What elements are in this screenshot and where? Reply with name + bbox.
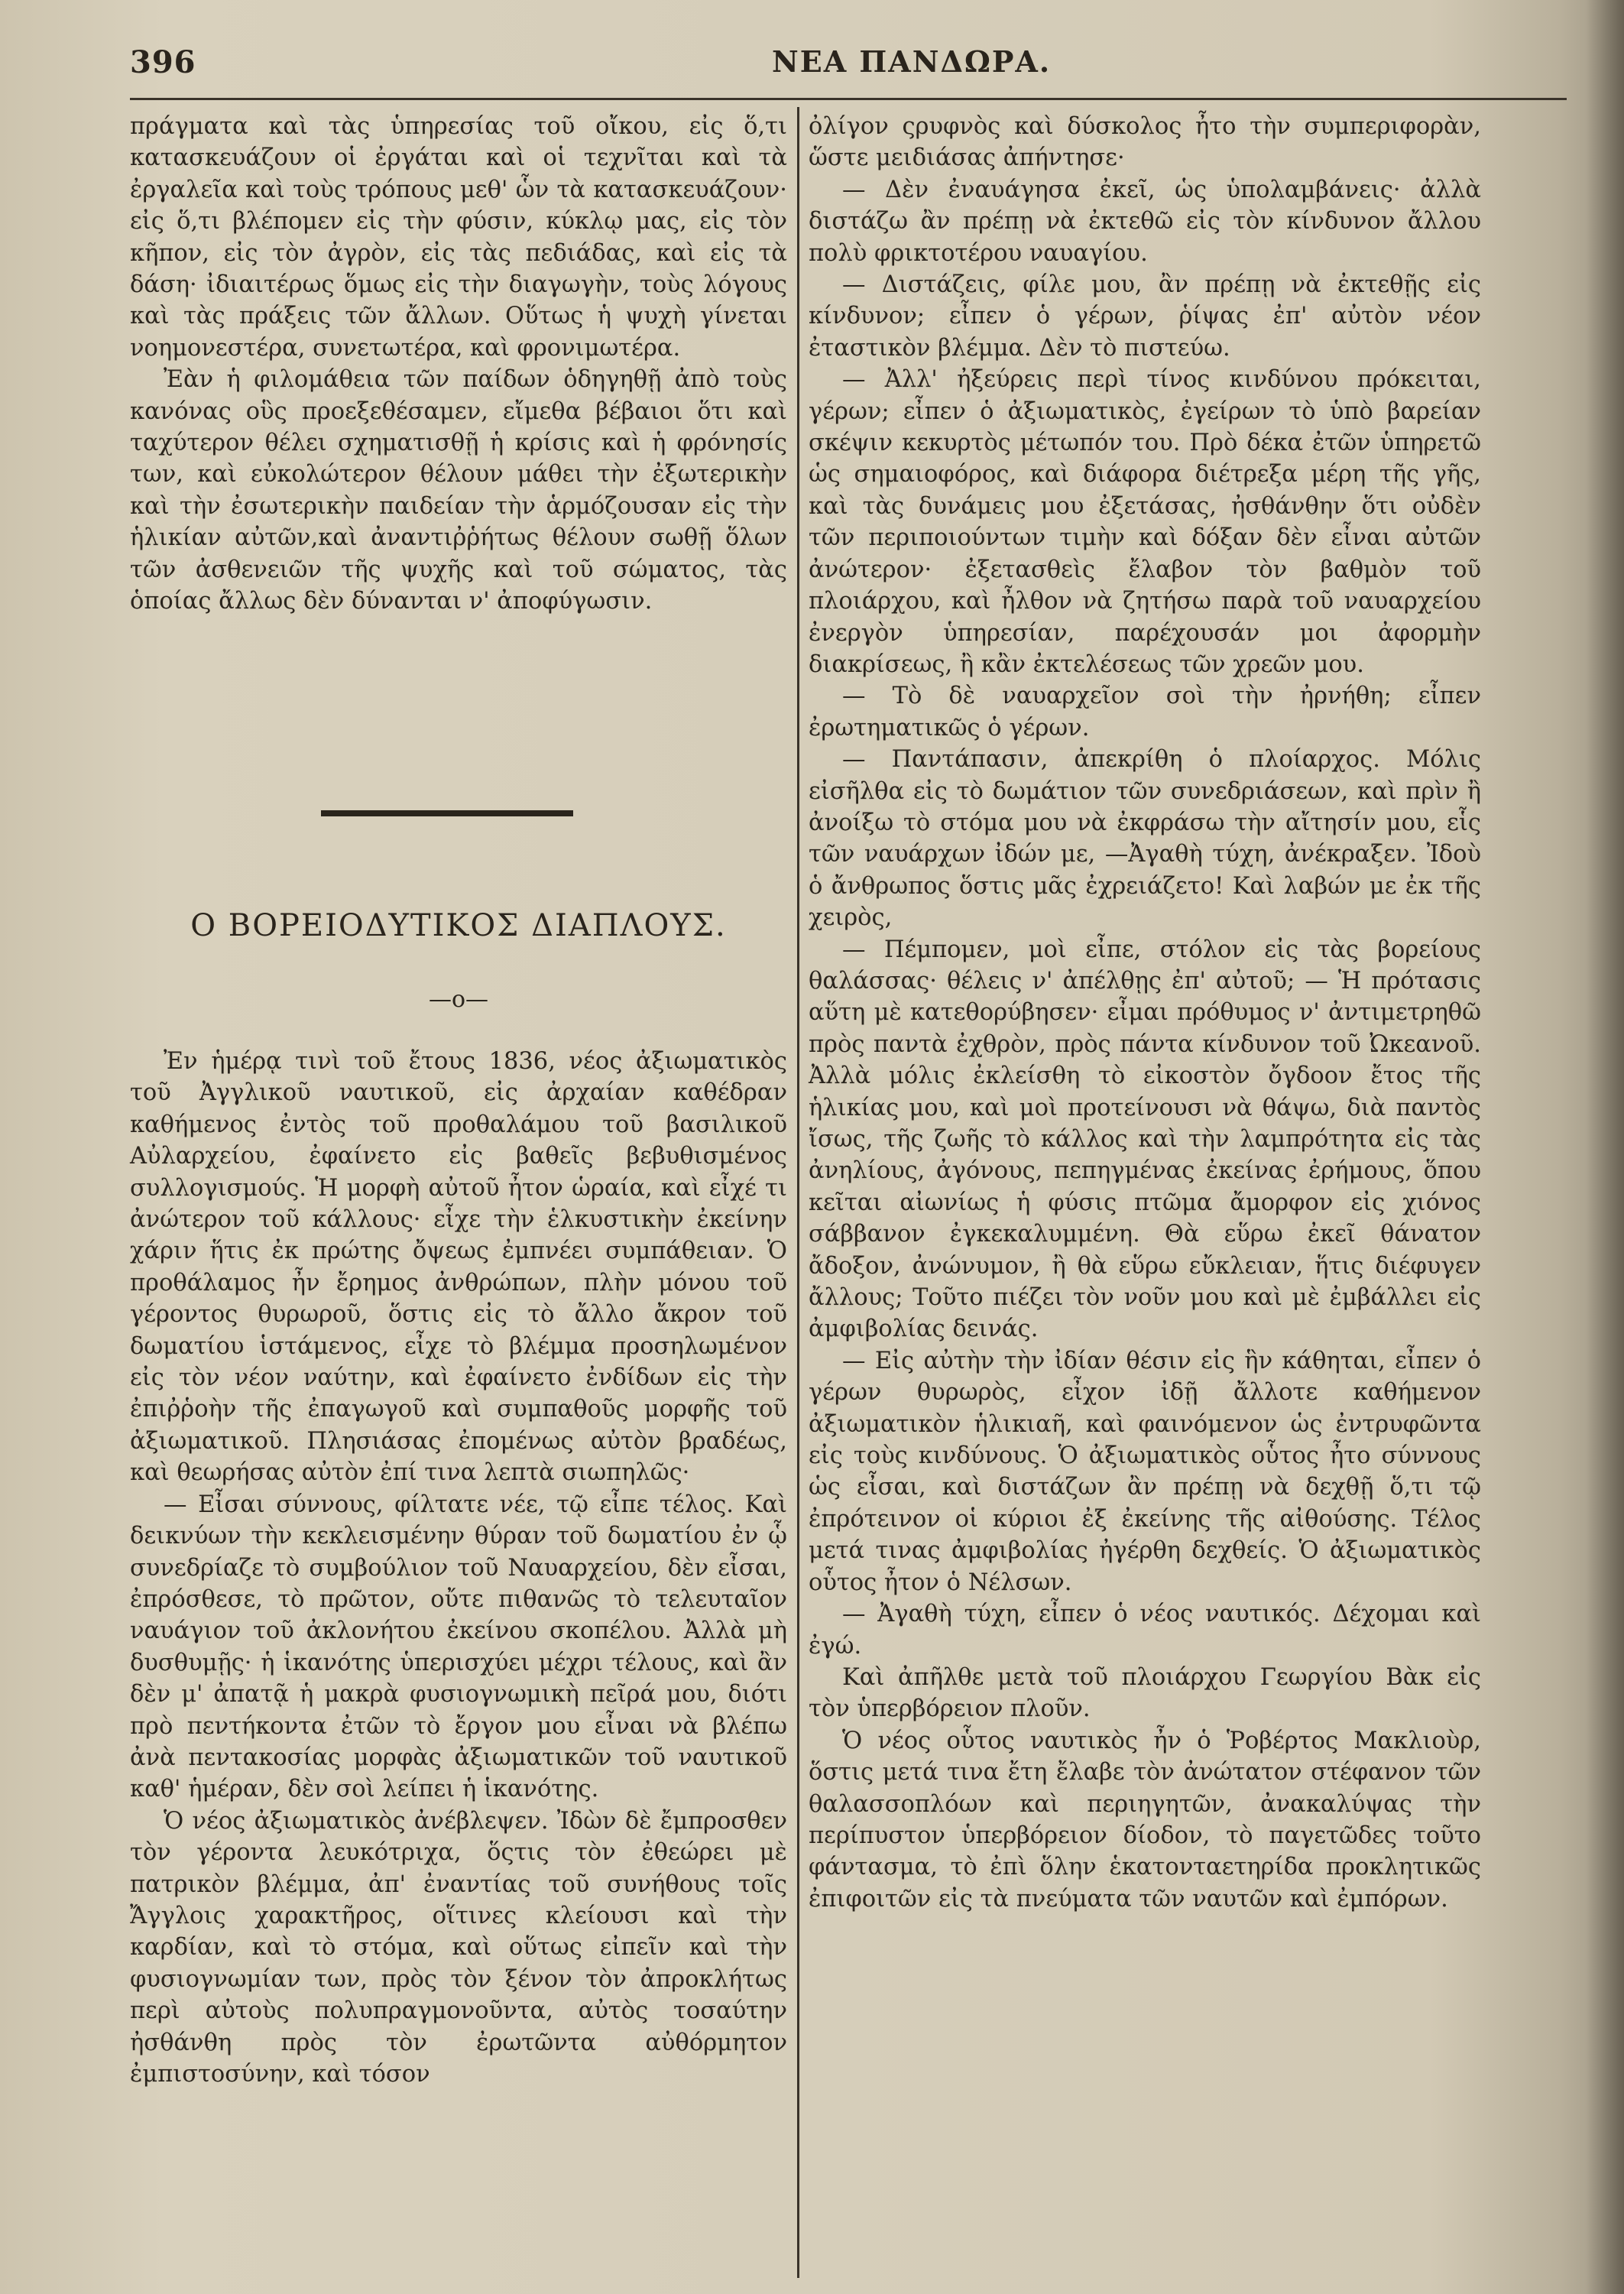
paragraph: — Ἀλλ' ἠξεύρεις περὶ τίνος κινδύνου πρόκειται, γέρων; εἶπεν ὁ ἀξιωματικὸς, ἐγείρων τὸ ὑπὸ βαρείαν σκέψιν κεκυρτὸς μέτωπόν του. Πρὸ δέκα ἐτῶν ὑπηρετῶ ὡς σημαιοφόρος, καὶ διάφορα διέτρεξα μέρη τῆς γῆς, καὶ τὰς δυνάμεις μου ἐξετάσας, ἠσθάνθην ὅτι οὐδὲν τῶν περιποιούντων τιμὴν καὶ δόξαν δὲν εἶναι αὐτῶν ἀνώτερον· ἐξετασθεὶς ἔλαβον τὸν βαθμὸν τοῦ πλοιάρχου, καὶ ἦλθον νὰ ζητήσω παρὰ τοῦ ναυαρχείου ἐνεργὸν ὑπηρεσίαν, παρέχουσάν μοι ἀφορμὴν διακρίσεως, ἢ κἂν ἐκτελέσεως τῶν χρεῶν μου. [809, 366, 1481, 678]
paragraph: πράγματα καὶ τὰς ὑπηρεσίας τοῦ οἴκου, εἰς ὅ,τι κατασκευάζουν οἱ ἐργάται καὶ οἱ τεχνῖται καὶ τὰ ἐργαλεῖα καὶ τοὺς τρόπους μεθ' ὧν τὰ κατασκευάζουν· εἰς ὅ,τι βλέπομεν εἰς τὴν φύσιν, κύκλῳ μας, εἰς τὸν κῆπον, εἰς τὸν ἀγρὸν, εἰς τὰς πεδιάδας, καὶ εἰς τὰ δάση· ἰδιαιτέρως ὅμως εἰς τὴν διαγωγὴν, τοὺς λόγους καὶ τὰς πράξεις τῶν ἄλλων. Οὕτως ἡ ψυχὴ γίνεται νοημονεστέρα, συνετωτέρα, καὶ φρονιμωτέρα. [130, 113, 787, 362]
paragraph: — Πέμπομεν, μοὶ εἶπε, στόλον εἰς τὰς βορείους θαλάσσας· θέλεις ν' ἀπέλθῃς ἐπ' αὐτοῦ; — Ἡ πρότασις αὕτη μὲ κατεθορύβησεν· εἶμαι πρόθυμος ν' ἀντιμετρηθῶ πρὸς παντὰ ἐχθρὸν, πρὸς πάντα κίνδυνον τοῦ Ὠκεανοῦ. Ἀλλὰ μόλις ἐκλείσθη τὸ εἰκοστὸν ὄγδοον ἔτος τῆς ἡλικίας μου, καὶ μοὶ προτείνουσι νὰ θάψω, διὰ παντὸς ἴσως, τῆς ζωῆς τὸ κάλλος καὶ τὴν λαμπρότητα εἰς τὰς ἀνηλίους, ἀγόνους, πεπηγμένας ἐκείνας ἐρήμους, ὅπου κεῖται αἰωνίως ἡ φύσις πτῶμα ἄμορφον εἰς χιόνος σάββανον ἐγκεκαλυμμένη. Θὰ εὕρω ἐκεῖ θάνατον ἄδοξον, ἀνώνυμον, ἢ θὰ εὕρω εὔκλειαν, ἥτις διέφυγεν ἄλλους; Τοῦτο πιέζει τὸν νοῦν μου καὶ μὲ ἐμβάλλει εἰς ἀμφιβολίας δεινάς. [809, 936, 1481, 1343]
paragraph: — Διστάζεις, φίλε μου, ἂν πρέπῃ νὰ ἐκτεθῇς εἰς κίνδυνον; εἶπεν ὁ γέρων, ῥίψας ἐπ' αὐτὸν νέον ἐταστικὸν βλέμμα. Δὲν τὸ πιστεύω. [809, 271, 1481, 362]
paragraph: — Εἶσαι σύννους, φίλτατε νέε, τῷ εἶπε τέλος. Καὶ δεικνύων τὴν κεκλεισμένην θύραν τοῦ δωματίου ἐν ᾧ συνεδρίαζε τὸ συμβούλιον τοῦ Ναυαρχείου, δὲν εἶσαι, ἐπρόσθεσε, τὸ πρῶτον, οὔτε πιθανῶς τὸ τελευταῖον ναυάγιον τοῦ ἀκλονήτου ἐκείνου σκοπέλου. Ἀλλὰ μὴ δυσθυμῇς· ἡ ἱκανότης ὑπερισχύει μέχρι τέλους, καὶ ἂν δὲν μ' ἀπατᾷ ἡ μακρὰ φυσιογνωμικὴ πεῖρά μου, διότι πρὸ πεντήκοντα ἐτῶν τὸ ἔργον μου εἶναι νὰ βλέπω ἀνὰ πεντακοσίας μορφὰς ἀξιωματικῶν τοῦ ναυτικοῦ καθ' ἡμέραν, δὲν σοὶ λείπει ἡ ἱκανότης. [130, 1491, 787, 1803]
paragraph: Καὶ ἀπῆλθε μετὰ τοῦ πλοιάρχου Γεωργίου Βὰκ εἰς τὸν ὑπερβόρειον πλοῦν. [809, 1663, 1481, 1723]
title-separator: —o— [428, 986, 489, 1013]
paragraph: ὀλίγον ςρυφνὸς καὶ δύσκολος ἦτο τὴν συμπεριφορὰν, ὥστε μειδιάσας ἀπήντησε· [809, 113, 1481, 172]
paragraph: — Εἰς αὐτὴν τὴν ἰδίαν θέσιν εἰς ἣν κάθηται, εἶπεν ὁ γέρων θυρωρὸς, εἶχον ἰδῇ ἄλλοτε καθήμενον ἀξιωματικὸν ἡλικιαῆ, καὶ φαινόμενον ὡς ἐντρυφῶντα εἰς τοὺς κινδύνους. Ὁ ἀξιωματικὸς οὗτος ἦτο σύννους ὡς εἶσαι, καὶ διστάζων ἂν πρέπῃ νὰ δεχθῇ ὅ,τι τῷ ἐπρότεινον οἱ κύριοι ἐξ ἐκείνης τῆς αἰθούσης. Τέλος μετά τινας ἀμφιβολίας ἠγέρθη δεχθείς. Ὁ ἀξιωματικὸς οὗτος ἦτον ὁ Νέλσων. [809, 1347, 1481, 1596]
paragraph: Ὁ νέος ἀξιωματικὸς ἀνέβλεψεν. Ἰδὼν δὲ ἔμπροσθεν τὸν γέροντα λευκότριχα, ὅςτις τὸν ἐθεώρει μὲ πατρικὸν βλέμμα, ἀπ' ἐναντίας τοῦ συνήθους τοῖς Ἄγγλοις χαρακτῆρος, οἵτινες κλείουσι καὶ τὴν καρδίαν, καὶ τὸ στόμα, καὶ οὕτως εἰπεῖν καὶ τὴν φυσιογνωμίαν των, πρὸς τὸν ξένον τὸν ἀπροκλήτως περὶ αὐτοὺς πολυπραγμονοῦντα, αὐτὸς τοσαύτην ἠσθάνθη πρὸς τὸν ἐρωτῶντα αὐθόρμητον ἐμπιστοσύνην, καὶ τόσον [130, 1807, 787, 2088]
left-column-article-text [130, 1046, 787, 2090]
left-column-top-text [130, 111, 787, 618]
section-divider [321, 810, 573, 816]
paragraph: Ὁ νέος οὗτος ναυτικὸς ἦν ὁ Ῥοβέρτος Μακλιοὺρ, ὅστις μετά τινα ἔτη ἔλαβε τὸν ἀνώτατον στέφανον τῶν θαλασσοπλόων καὶ περιηγητῶν, ἀνακαλύψας τὴν περίπυστον ὑπερβόρειον δίοδον, τὸ παγετῶδες τοῦτο φάντασμα, τὸ ἐπὶ ὅλην ἑκατονταετηρίδα προκλητικῶς ἐπιφοιτῶν εἰς τὰ πνεύματα τῶν ναυτῶν καὶ ἐμπόρων. [809, 1727, 1481, 1913]
paragraph: Ἐὰν ἡ φιλομάθεια τῶν παίδων ὁδηγηθῇ ἀπὸ τοὺς κανόνας οὓς προεξεθέσαμεν, εἴμεθα βέβαιοι ὅτι καὶ ταχύτερον θέλει σχηματισθῇ ἡ κρίσις καὶ ἡ φρόνησίς των, καὶ εὐκολώτερον θέλουν μάθει τὴν ἐξωτερικὴν καὶ τὴν ἐσωτερικὴν παιδείαν τὴν ἁρμόζουσαν εἰς τὴν ἡλικίαν αὐτῶν,καὶ ἀναντιῤῥήτως θέλουν σωθῇ ὅλων τῶν ἀσθενειῶν τῆς ψυχῆς καὶ τοῦ σώματος, τὰς ὁποίας ἄλλως δὲν δύνανται ν' ἀποφύγωσιν. [130, 366, 787, 615]
column-rule [797, 107, 799, 2278]
page-edge-shadow [1586, 0, 1624, 2294]
page-number: 396 [130, 44, 196, 80]
right-column-text [809, 111, 1481, 1915]
paragraph: — Ἀγαθὴ τύχη, εἶπεν ὁ νέος ναυτικός. Δέχομαι καὶ ἐγώ. [809, 1601, 1481, 1660]
paragraph: — Τὸ δὲ ναυαρχεῖον σοὶ τὴν ἠρνήθη; εἶπεν ἐρωτηματικῶς ὁ γέρων. [809, 683, 1481, 741]
page-header [130, 44, 1567, 98]
header-rule [130, 98, 1567, 100]
running-title: ΝΕΑ ΠΑΝΔΩΡΑ. [772, 44, 1052, 79]
article-title: Ο ΒΟΡΕΙΟΔΥΤΙΚΟΣ ΔΙΑΠΛΟΥΣ. [190, 908, 727, 943]
paragraph: — Παντάπασιν, ἀπεκρίθη ὁ πλοίαρχος. Μόλις εἰσῆλθα εἰς τὸ δωμάτιον τῶν συνεδριάσεων, καὶ πρὶν ἢ ἀνοίξω τὸ στόμα μου νὰ ἐκφράσω τὴν αἴτησίν μου, εἷς τῶν ναυάρχων ἰδών με, —Ἀγαθὴ τύχη, ἀνέκραξεν. Ἰδοὺ ὁ ἄνθρωπος ὅστις μᾶς ἐχρειάζετο! Καὶ λαβών με ἐκ τῆς χειρὸς, [809, 746, 1481, 932]
paragraph: — Δὲν ἐναυάγησα ἐκεῖ, ὡς ὑπολαμβάνεις· ἀλλὰ διστάζω ἂν πρέπῃ νὰ ἐκτεθῶ εἰς τὸν κίνδυνον ἄλλου πολὺ φρικτοτέρου ναυαγίου. [809, 176, 1481, 267]
paragraph: Ἐν ἡμέρᾳ τινὶ τοῦ ἔτους 1836, νέος ἀξιωματικὸς τοῦ Ἀγγλικοῦ ναυτικοῦ, εἰς ἀρχαίαν καθέδραν καθήμενος ἐντὸς τοῦ προθαλάμου τοῦ βασιλικοῦ Αὐλαρχείου, ἐφαίνετο εἰς βαθεῖς βεβυθισμένος συλλογισμούς. Ἡ μορφὴ αὐτοῦ ἦτον ὡραία, καὶ εἶχέ τι ἀνώτερον τοῦ κάλλους· εἶχε τὴν ἑλκυστικὴν ἐκείνην χάριν ἥτις ἐκ πρώτης ὄψεως ἐμπνέει συμπάθειαν. Ὁ προθάλαμος ἦν ἔρημος ἀνθρώπων, πλὴν μόνου τοῦ γέροντος θυρωροῦ, ὅστις εἰς τὸ ἄλλο ἄκρον τοῦ δωματίου ἱστάμενος, εἶχε τὸ βλέμμα προσηλωμένον εἰς τὸν νέον ναύτην, καὶ ἐφαίνετο ἐνδίδων εἰς τὴν ἐπιῤῥοὴν τῆς ἐπαγωγοῦ καὶ συμπαθοῦς μορφῆς τοῦ ἀξιωματικοῦ. Πλησιάσας ἐπομένως αὐτὸν βραδέως, καὶ θεωρήσας αὐτὸν ἐπί τινα λεπτὰ σιωπηλῶς· [130, 1048, 787, 1487]
